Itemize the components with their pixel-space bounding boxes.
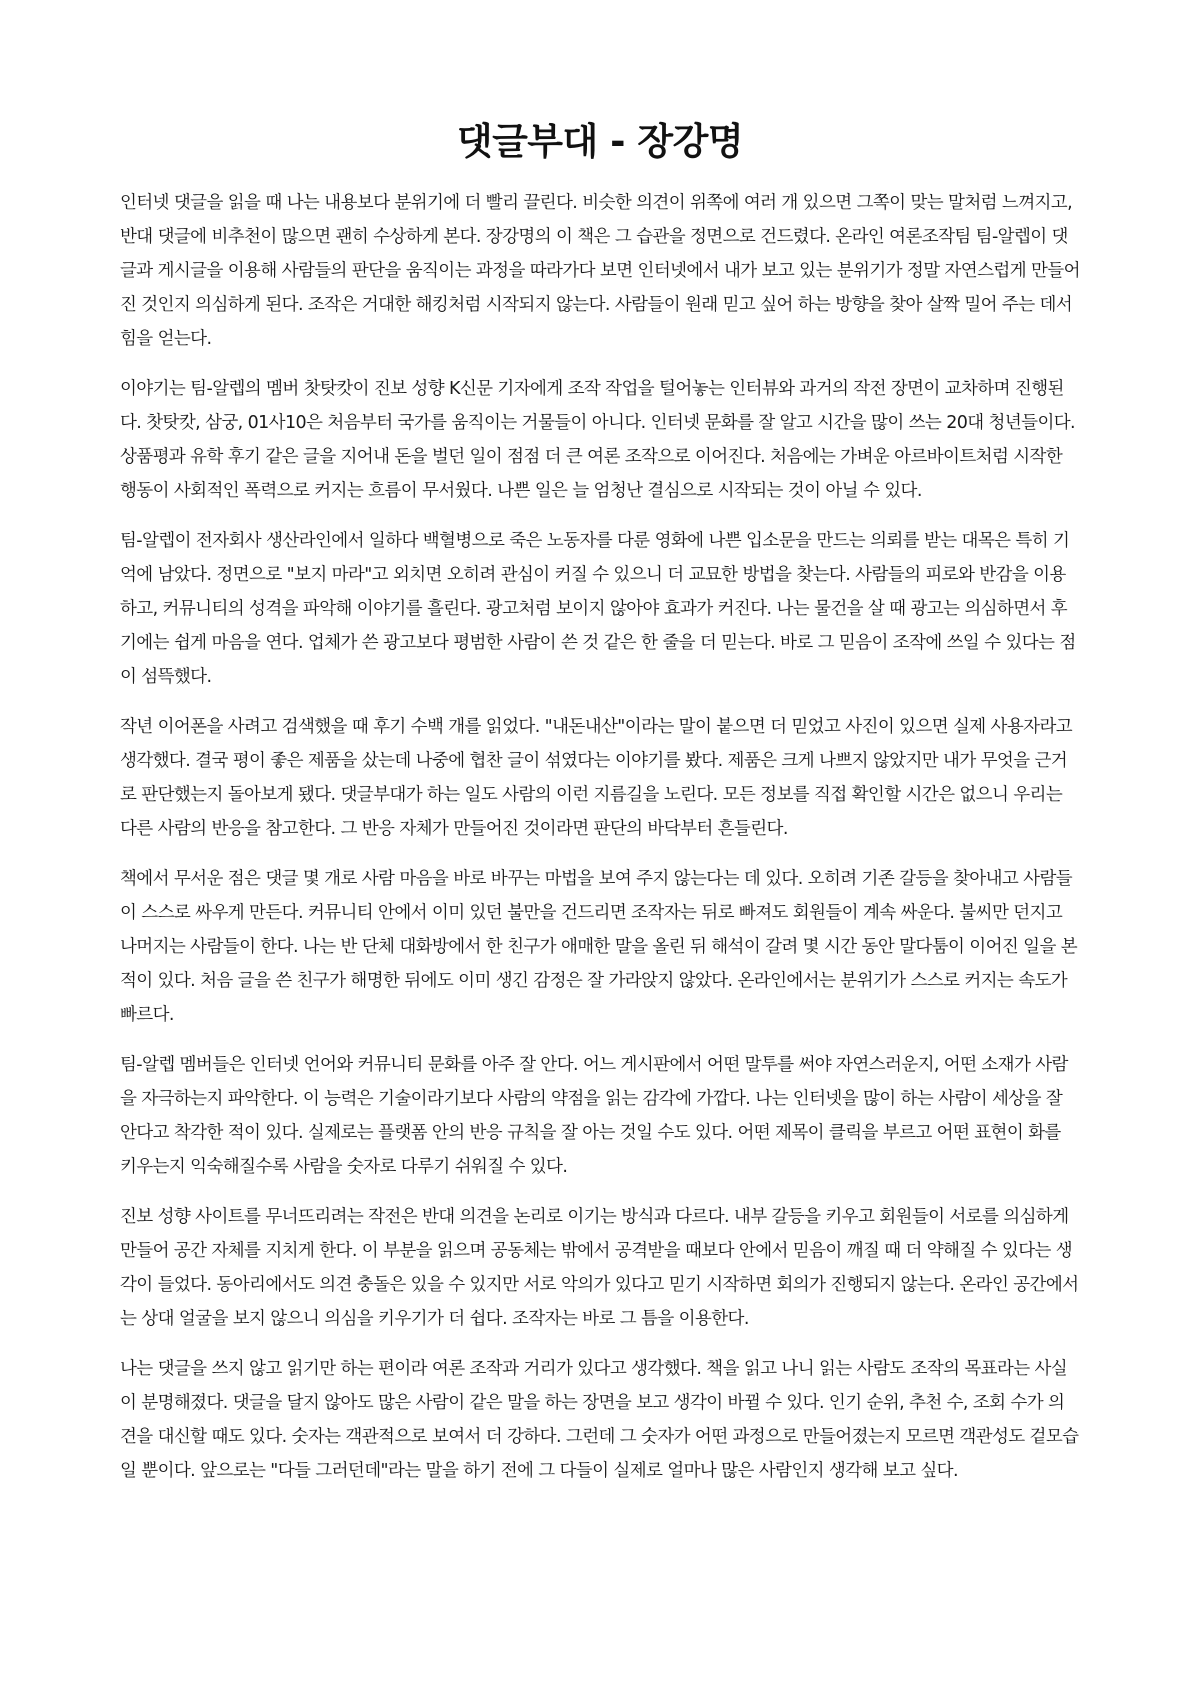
body-paragraph: 진보 성향 사이트를 무너뜨리려는 작전은 반대 의견을 논리로 이기는 방식과 다르다. 내부 갈등을 키우고 회원들이 서로를 의심하게 만들어 공간 자체를 지치게 한다. 이 부분을 읽으며 공동체는 밖에서 공격받을 때보다 안에서 믿음이 깨질 때 더 약해질 수 있다는 생각이 들었다. 동아리에서도 의견 충돌은 있을 수 있지만 서로 악의가 있다고 믿기 시작하면 회의가 진행되지 않는다. 온라인 공간에서는 상대 얼굴을 보지 않으니 의심을 키우기가 더 쉽다. 조작자는 바로 그 틈을 이용한다.: [120, 1207, 1079, 1330]
body-paragraph: 팀-알렙 멤버들은 인터넷 언어와 커뮤니티 문화를 아주 잘 안다. 어느 게시판에서 어떤 말투를 써야 자연스러운지, 어떤 소재가 사람을 자극하는지 파악한다. 이 능력은 기술이라기보다 사람의 약점을 읽는 감각에 가깝다. 나는 인터넷을 많이 하는 사람이 세상을 잘 안다고 착각한 적이 있다. 실제로는 플랫폼 안의 반응 규칙을 잘 아는 것일 수도 있다. 어떤 제목이 클릭을 부르고 어떤 표현이 화를 키우는지 익숙해질수록 사람을 숫자로 다루기 쉬워질 수 있다.: [120, 1055, 1068, 1178]
body-paragraph: 책에서 무서운 점은 댓글 몇 개로 사람 마음을 바로 바꾸는 마법을 보여 주지 않는다는 데 있다. 오히려 기존 갈등을 찾아내고 사람들이 스스로 싸우게 만든다. 커뮤니티 안에서 이미 있던 불만을 건드리면 조작자는 뒤로 빠져도 회원들이 계속 싸운다. 불씨만 던지고 나머지는 사람들이 한다. 나는 반 단체 대화방에서 한 친구가 애매한 말을 올린 뒤 해석이 갈려 몇 시간 동안 말다툼이 이어진 일을 본 적이 있다. 처음 글을 쓴 친구가 해명한 뒤에도 이미 생긴 감정은 잘 가라앉지 않았다. 온라인에서는 분위기가 스스로 커지는 속도가 빠르다.: [120, 869, 1078, 1026]
body-paragraph: 작년 이어폰을 사려고 검색했을 때 후기 수백 개를 읽었다. "내돈내산"이라는 말이 붙으면 더 믿었고 사진이 있으면 실제 사용자라고 생각했다. 결국 평이 좋은 제품을 샀는데 나중에 협찬 글이 섞였다는 이야기를 봤다. 제품은 크게 나쁘지 않았지만 내가 무엇을 근거로 판단했는지 돌아보게 됐다. 댓글부대가 하는 일도 사람의 이런 지름길을 노린다. 모든 정보를 직접 확인할 시간은 없으니 우리는 다른 사람의 반응을 참고한다. 그 반응 자체가 만들어진 것이라면 판단의 바닥부터 흔들린다.: [120, 717, 1073, 840]
body-paragraph: 나는 댓글을 쓰지 않고 읽기만 하는 편이라 여론 조작과 거리가 있다고 생각했다. 책을 읽고 나니 읽는 사람도 조작의 목표라는 사실이 분명해졌다. 댓글을 달지 않아도 많은 사람이 같은 말을 하는 장면을 보고 생각이 바뀔 수 있다. 인기 순위, 추천 수, 조회 수가 의견을 대신할 때도 있다. 숫자는 객관적으로 보여서 더 강하다. 그런데 그 숫자가 어떤 과정으로 만들어졌는지 모르면 객관성도 겉모습일 뿐이다. 앞으로는 "다들 그러던데"라는 말을 하기 전에 그 다들이 실제로 얼마나 많은 사람인지 생각해 보고 싶다.: [120, 1359, 1079, 1482]
body-paragraph: 인터넷 댓글을 읽을 때 나는 내용보다 분위기에 더 빨리 끌린다. 비슷한 의견이 위쪽에 여러 개 있으면 그쪽이 맞는 말처럼 느껴지고, 반대 댓글에 비추천이 많으면 괜히 수상하게 본다. 장강명의 이 책은 그 습관을 정면으로 건드렸다. 온라인 여론조작팀 팀-알렙이 댓글과 게시글을 이용해 사람들의 판단을 움직이는 과정을 따라가다 보면 인터넷에서 내가 보고 있는 분위기가 정말 자연스럽게 만들어진 것인지 의심하게 된다. 조작은 거대한 해킹처럼 시작되지 않는다. 사람들이 원래 믿고 싶어 하는 방향을 찾아 살짝 밀어 주는 데서 힘을 얻는다.: [120, 193, 1080, 350]
document-title: 댓글부대 - 장강명: [456, 120, 744, 163]
body-paragraph: 이야기는 팀-알렙의 멤버 찻탓캇이 진보 성향 K신문 기자에게 조작 작업을 털어놓는 인터뷰와 과거의 작전 장면이 교차하며 진행된다. 찻탓캇, 삼궁, 01사10은 처음부터 국가를 움직이는 거물들이 아니다. 인터넷 문화를 잘 알고 시간을 많이 쓰는 20대 청년들이다. 상품평과 유학 후기 같은 글을 지어내 돈을 벌던 일이 점점 더 큰 여론 조작으로 이어진다. 처음에는 가벼운 아르바이트처럼 시작한 행동이 사회적인 폭력으로 커지는 흐름이 무서웠다. 나쁜 일은 늘 엄청난 결심으로 시작되는 것이 아닐 수 있다.: [120, 379, 1076, 502]
document-body: [120, 186, 1080, 1488]
body-paragraph: 팀-알렙이 전자회사 생산라인에서 일하다 백혈병으로 죽은 노동자를 다룬 영화에 나쁜 입소문을 만드는 의뢰를 받는 대목은 특히 기억에 남았다. 정면으로 "보지 마라"고 외치면 오히려 관심이 커질 수 있으니 더 교묘한 방법을 찾는다. 사람들의 피로와 반감을 이용하고, 커뮤니티의 성격을 파악해 이야기를 흘린다. 광고처럼 보이지 않아야 효과가 커진다. 나는 물건을 살 때 광고는 의심하면서 후기에는 쉽게 마음을 연다. 업체가 쓴 광고보다 평범한 사람이 쓴 것 같은 한 줄을 더 믿는다. 바로 그 믿음이 조작에 쓰일 수 있다는 점이 섬뜩했다.: [120, 531, 1076, 688]
